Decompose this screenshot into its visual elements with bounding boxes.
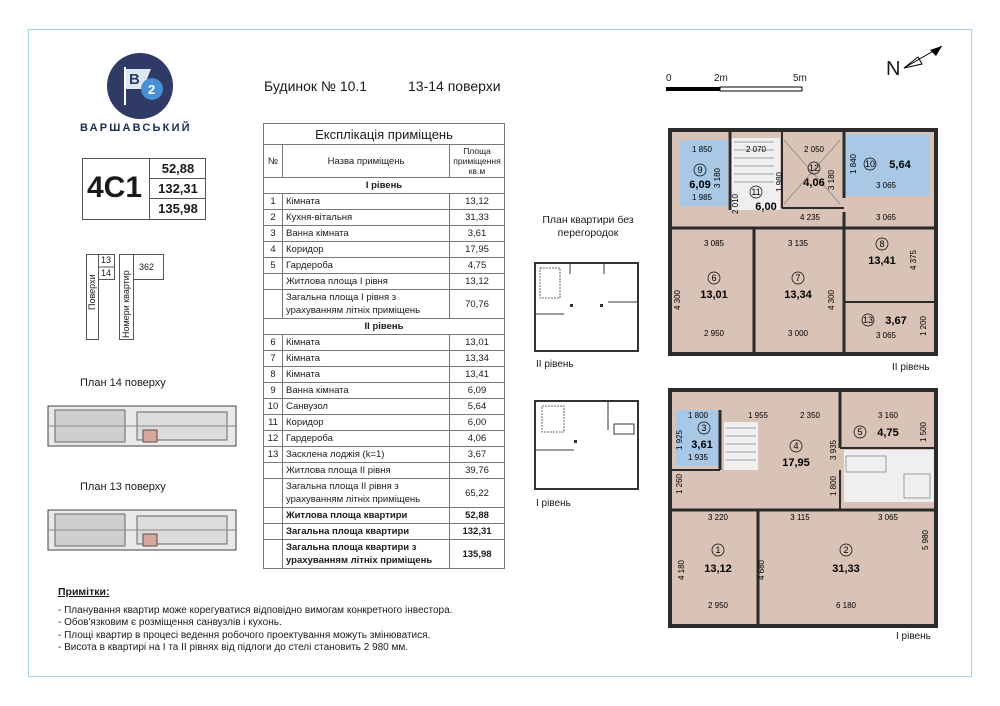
lower-dim: 3 065 [877, 513, 899, 522]
lower-dim: 1 955 [747, 411, 769, 420]
mini-level2-caption: ІІ рівень [536, 359, 574, 370]
upper-room-6-area: 13,01 [700, 289, 728, 301]
upper-room-7-area: 13,34 [784, 289, 812, 301]
upper-dim: 3 135 [787, 239, 809, 248]
table-row: 5 Гардероба 4,75 [264, 258, 505, 274]
upper-dim: 2 950 [703, 329, 725, 338]
upper-room-9-number: 9 [697, 165, 703, 175]
table-row: 11 Коридор 6,00 [264, 415, 505, 431]
upper-dim: 2 010 [731, 193, 740, 215]
upper-dim: 1 985 [691, 193, 713, 202]
scale-0: 0 [666, 73, 672, 84]
lower-room-4-area: 17,95 [782, 457, 810, 469]
lower-room-1-number: 1 [715, 545, 721, 555]
table-row: 12 Гардероба 4,06 [264, 431, 505, 447]
scale-5: 5m [793, 73, 807, 84]
lower-dim: 1 800 [829, 475, 838, 497]
table-level1: І рівень [264, 178, 505, 194]
upper-dim: 4 300 [673, 289, 682, 311]
upper-dim: 3 065 [875, 331, 897, 340]
table-row-living: Житлова площа квартири 52,88 [264, 508, 505, 524]
table-row: 7 Кімната 13,34 [264, 351, 505, 367]
table-row-total2: Загальна площа ІІ рівня з урахуванням літніх приміщень 65,22 [264, 479, 505, 508]
table-row: 6 Кімната 13,01 [264, 335, 505, 351]
apartment-type-box [82, 158, 206, 220]
lower-room-5-area: 4,75 [877, 427, 899, 439]
logo-emblem [107, 53, 173, 119]
apartment-number-label: Номери квартир [121, 270, 131, 338]
mini-plan-title: План квартири без перегородок [542, 214, 634, 239]
upper-room-12-number: 12 [808, 163, 820, 173]
upper-dim: 4 300 [827, 289, 836, 311]
upper-dim: 1 840 [849, 153, 858, 175]
lower-dim: 1 935 [687, 453, 709, 462]
upper-room-11-area: 6,00 [755, 201, 777, 213]
lower-room-5-number: 5 [857, 427, 863, 437]
upper-dim: 1 980 [775, 171, 784, 193]
lower-dim: 3 115 [790, 513, 810, 522]
upper-dim: 3 000 [787, 329, 809, 338]
upper-room-10-area: 5,64 [889, 159, 911, 171]
lower-room-1-area: 13,12 [704, 563, 732, 575]
table-row: 8 Кімната 13,41 [264, 367, 505, 383]
lower-room-2-number: 2 [843, 545, 849, 555]
table-header-number: № [264, 145, 283, 178]
floor13-plan [47, 504, 239, 556]
upper-dim: 3 180 [827, 169, 836, 191]
apartment-total-area: 132,31 [150, 179, 206, 199]
upper-dim: 1 850 [691, 145, 713, 154]
upper-dim: 3 085 [703, 239, 725, 248]
logo-number: 2 [148, 82, 156, 97]
note-item: - Планування квартир може корегуватися відповідно вимогам конкретного інвестора. [58, 604, 453, 616]
upper-room-13-number: 13 [862, 315, 874, 325]
lower-room-3-number: 3 [701, 423, 707, 433]
table-row-living2: Житлова площа ІІ рівня 39,76 [264, 463, 505, 479]
upper-dim: 2 070 [745, 145, 767, 154]
table-row-total1: Загальна площа І рівня з урахуванням літніх приміщень 70,76 [264, 290, 505, 319]
upper-level-plan [664, 120, 944, 362]
upper-room-10-number: 10 [864, 159, 876, 169]
upper-room-13-area: 3,67 [885, 315, 907, 327]
upper-dim: 4 235 [799, 213, 821, 222]
apartment-total-summer-area: 135,98 [158, 201, 198, 216]
lower-level-plan [664, 384, 944, 628]
explication-table [263, 123, 505, 569]
note-item: - Висота в квартирі на І та ІІ рівнях від підлоги до стелі становить 2 980 мм. [58, 642, 409, 653]
upper-dim: 1 200 [919, 315, 928, 337]
table-row: 3 Ванна кімната 3,61 [264, 226, 505, 242]
table-row: 2 Кухня-вітальня 31,33 [264, 210, 505, 226]
lower-dim: 3 160 [877, 411, 899, 420]
lower-dim: 1 500 [919, 421, 928, 443]
upper-room-12-area: 4,06 [803, 177, 825, 189]
lower-dim: 4 180 [677, 559, 686, 581]
table-title: Експлікація приміщень [264, 124, 505, 145]
lower-level-caption: І рівень [896, 631, 931, 642]
floor14-plan [47, 400, 239, 452]
scale-2: 2m [714, 73, 728, 84]
upper-room-7-number: 7 [795, 273, 801, 283]
lower-dim: 3 220 [707, 513, 729, 522]
apartment-number: 362 [139, 262, 155, 272]
logo-flag-icon [107, 53, 173, 119]
table-row: 1 Кімната 13,12 [264, 194, 505, 210]
table-row: 9 Ванна кімната 6,09 [264, 383, 505, 399]
note-item: - Площі квартир в процесі ведення робочого проектування можуть змінюватися. [58, 629, 431, 641]
lower-room-4-number: 4 [793, 441, 799, 451]
apartment-type-code: 4С1 [87, 171, 143, 204]
plan14-label: План 14 поверху [80, 377, 166, 389]
note-item: - Обов'язковим є розміщення санвузлів і кухонь. [58, 617, 282, 628]
lower-room-3-area: 3,61 [691, 439, 713, 451]
upper-room-8-area: 13,41 [868, 255, 896, 267]
table-header-area: Площа приміщення кв.м [450, 145, 505, 178]
table-row-living1: Житлова площа І рівня 13,12 [264, 274, 505, 290]
table-row-total-summer: Загальна площа квартири з урахуванням літніх приміщень 135,98 [264, 540, 505, 569]
upper-dim: 3 180 [713, 167, 722, 189]
lower-dim: 1 925 [675, 429, 684, 451]
lower-dim: 1 800 [687, 411, 709, 420]
floor-14: 14 [101, 268, 112, 278]
mini-plan-level2 [534, 262, 640, 354]
north-label: N [886, 58, 901, 80]
floor-13: 13 [101, 255, 112, 265]
table-header-name: Назва приміщень [283, 145, 450, 178]
mini-level1-caption: І рівень [536, 498, 571, 509]
table-row: 10 Санвузол 5,64 [264, 399, 505, 415]
floors-label: Поверхи [87, 274, 97, 310]
table-row: 13 Засклена лоджія (k=1) 3,67 [264, 447, 505, 463]
notes-title: Примітки: [58, 586, 110, 598]
building-floors: 13-14 поверхи [408, 78, 501, 94]
apartment-living-area: 52,88 [150, 159, 206, 179]
north-arrow-icon [902, 42, 946, 72]
lower-dim: 2 950 [707, 601, 729, 610]
logo-name: ВАРШАВСЬКИЙ [80, 122, 192, 134]
lower-dim: 4 680 [757, 559, 766, 581]
lower-dim: 2 350 [799, 411, 821, 420]
building-title: Будинок № 10.1 [264, 78, 368, 94]
lower-dim: 3 935 [829, 439, 838, 461]
upper-dim: 2 050 [803, 145, 825, 154]
lower-dim: 1 260 [675, 473, 684, 495]
upper-level-caption: ІІ рівень [892, 362, 930, 373]
upper-dim: 3 065 [875, 181, 897, 190]
mini-plan-level1 [534, 400, 640, 492]
upper-dim: 4 375 [909, 249, 918, 271]
lower-room-2-area: 31,33 [832, 563, 860, 575]
upper-room-9-area: 6,09 [689, 179, 711, 191]
table-row: 4 Коридор 17,95 [264, 242, 505, 258]
upper-room-8-number: 8 [879, 239, 885, 249]
lower-dim: 6 180 [835, 601, 857, 610]
upper-dim: 3 065 [875, 213, 897, 222]
table-row-total: Загальна площа квартири 132,31 [264, 524, 505, 540]
upper-room-11-number: 11 [751, 187, 761, 197]
upper-room-6-number: 6 [711, 273, 717, 283]
logo-letter: B [129, 71, 140, 88]
table-level2: ІІ рівень [264, 319, 505, 335]
apartment-areas [149, 159, 206, 219]
lower-dim: 5 980 [921, 529, 930, 551]
plan13-label: План 13 поверху [80, 481, 166, 493]
notes [58, 586, 452, 655]
scale-bar-graphic [666, 86, 806, 94]
